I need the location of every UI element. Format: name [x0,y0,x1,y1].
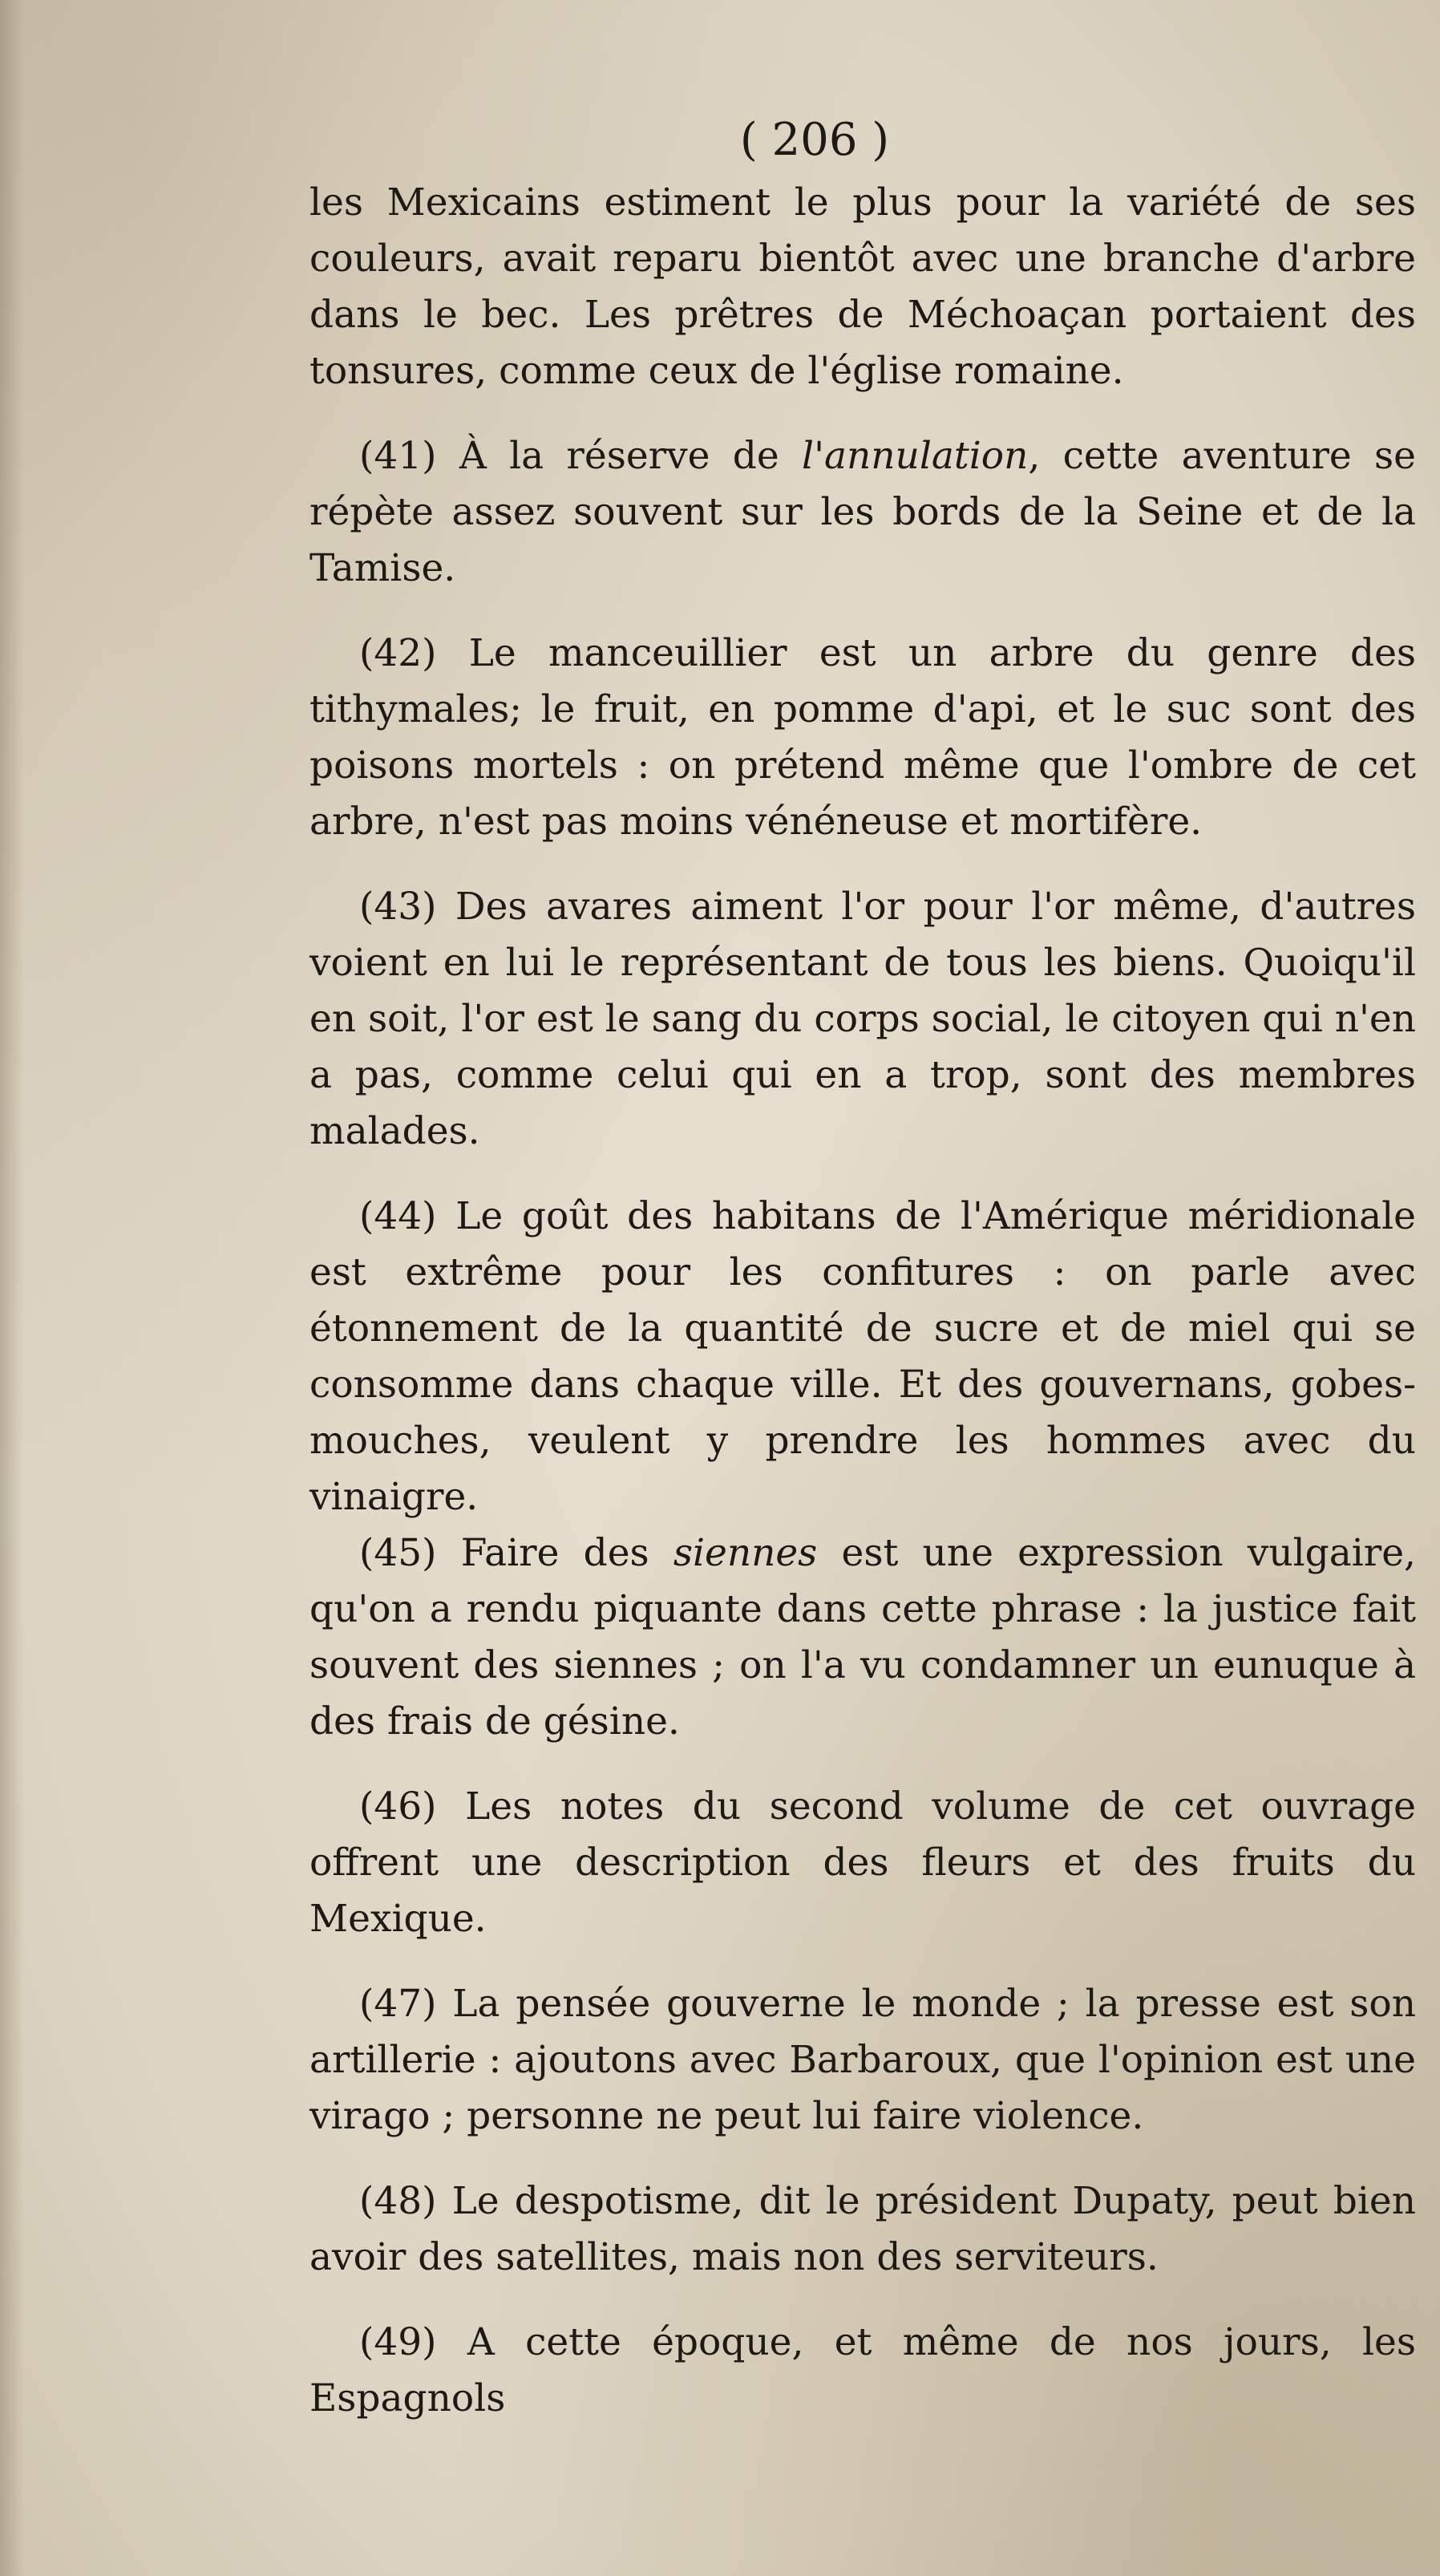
note-text: , cette aventure se répète assez souvent sur les bords de la Seine et de la Tamise. [309,434,1416,590]
note-number: (49) [359,2320,437,2364]
note-text: Le manceuillier est un arbre du genre des tithymales; le fruit, en pomme d'api, et le suc sont des poisons mortels : on prétend même que l'ombre de cet arbre, n'est pas moins vénéneuse et mortifère. [309,631,1417,844]
page-number: ( 206 ) [739,114,890,166]
note-text: La pensée gouverne le monde ; la presse est son artillerie : ajoutons avec Barbaroux, que l'opinion est une virago ; personne ne peut lui faire violence. [309,1982,1416,2138]
note-42 [309,626,1416,850]
note-number: (48) [359,2179,437,2223]
note-number: (41) [359,434,437,478]
note-number: (43) [359,885,437,929]
note-number: (46) [359,1784,437,1829]
note-text: À la réserve de [459,434,779,478]
note-44 [309,1189,1416,1525]
page-gutter-shadow [0,0,24,2576]
note-text: les Mexicains estiment le plus pour la variété de ses couleurs, avait reparu bientôt avec une branche d'arbre dans le bec. Les prêtres de Méchoaçan portaient des tonsures, comme ceux de l'église romaine. [309,180,1416,393]
page-text [309,112,1416,2456]
note-text: est une expression vulgaire, qu'on a rendu piquante dans cette phrase : la justice fait souvent des siennes ; on l'a vu condamner un eunuque à des frais de gésine. [309,1531,1416,1744]
note-47 [309,1976,1416,2145]
note-number: (45) [359,1531,437,1575]
note-43 [309,879,1416,1160]
note-number: (44) [359,1194,437,1238]
note-text: Des avares aiment l'or pour l'or même, d'autres voient en lui le représentant de tous les biens. Quoiqu'il en soit, l'or est le sang du corps social, le citoyen qui n'en a pas, comme celui qui en a trop, sont des membres malades. [309,885,1416,1153]
note-italic: siennes [673,1531,818,1575]
note-continued [309,175,1416,399]
note-italic: l'annulation [802,434,1029,478]
note-text: Le despotisme, dit le président Dupaty, peut bien avoir des satellites, mais non des serviteurs. [309,2179,1416,2279]
note-46 [309,1779,1416,1947]
note-text: Le goût des habitans de l'Amérique méridionale est extrême pour les confitures : on parle avec étonnement de la quantité de sucre et de miel qui se consomme dans chaque ville. Et des gouvernans, gobes-mouches, veulent y prendre les hommes avec du vinaigre. [309,1194,1416,1519]
note-49 [309,2315,1416,2427]
note-41 [309,428,1416,597]
note-text: Les notes du second volume de cet ouvrage offrent une description des fleurs et des fruits du Mexique. [309,1784,1416,1941]
note-number: (47) [359,1982,437,2026]
note-45 [309,1525,1416,1750]
note-48 [309,2173,1416,2286]
note-number: (42) [359,631,437,675]
note-text: Faire des [460,1531,649,1575]
note-text: A cette époque, et même de nos jours, les Espagnols [309,2320,1416,2420]
